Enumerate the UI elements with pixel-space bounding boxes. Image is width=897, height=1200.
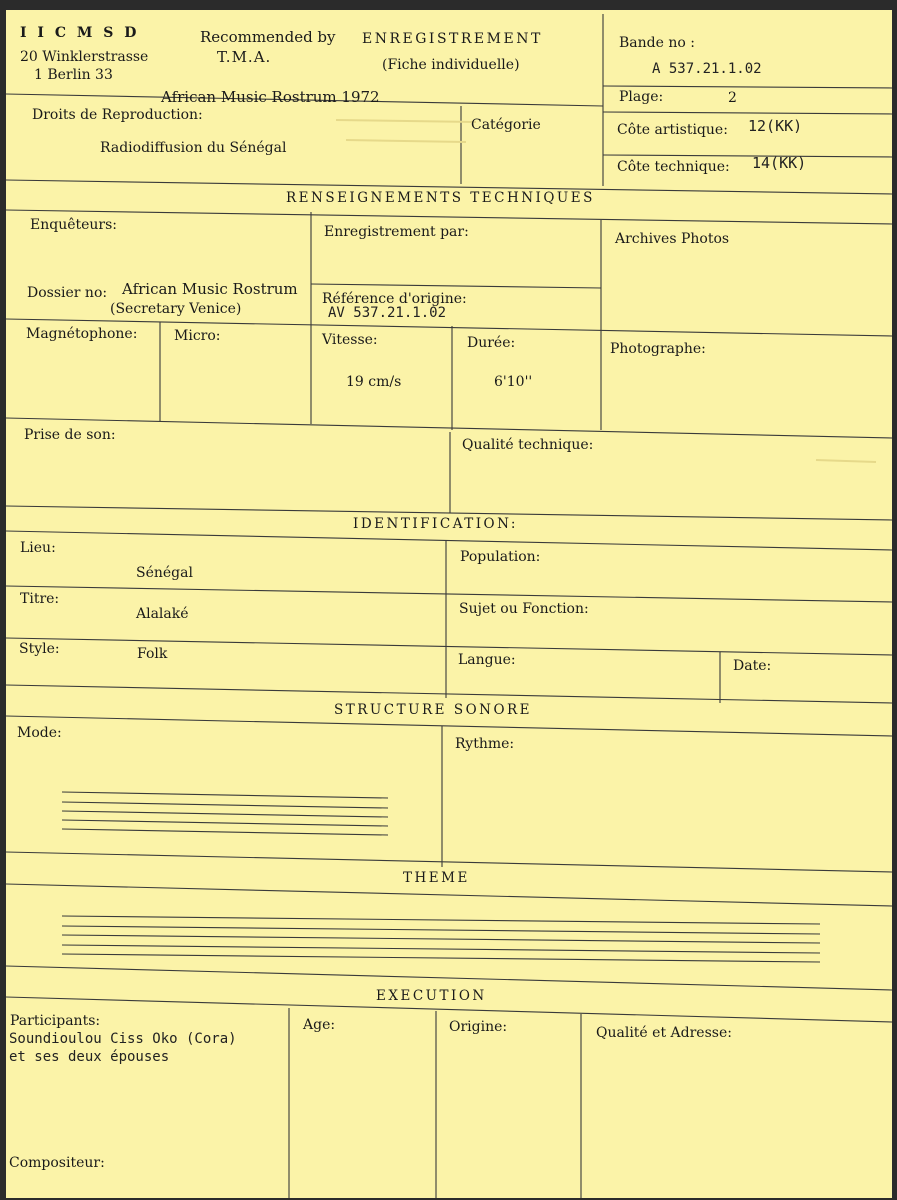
compositeur-label: Compositeur: (9, 1155, 105, 1171)
population-label: Population: (460, 549, 541, 565)
titre-label: Titre: (20, 591, 60, 607)
participants-value2: et ses deux épouses (9, 1049, 170, 1065)
cote-artistique-value: 12(KK) (748, 117, 803, 135)
reference-label: Référence d'origine: (322, 291, 467, 307)
recommended-by: Recommended by (200, 28, 336, 46)
magnetophone-label: Magnétophone: (26, 326, 138, 342)
droits-label: Droits de Reproduction: (32, 107, 203, 123)
reference-value: AV 537.21.1.02 (328, 305, 447, 321)
theme-section-title: THEME (403, 870, 470, 886)
form-card (6, 10, 892, 1198)
dossier-value2: (Secretary Venice) (110, 301, 242, 317)
org-name: I I C M S D (20, 25, 140, 41)
origine-label: Origine: (449, 1019, 508, 1035)
duree-value: 6'10'' (494, 374, 533, 390)
recommender: T.M.A. (217, 48, 272, 66)
photographe-label: Photographe: (610, 341, 706, 357)
micro-label: Micro: (174, 328, 221, 344)
collection-name: African Music Rostrum 1972 (161, 88, 380, 106)
qualite-adresse-label: Qualité et Adresse: (596, 1025, 732, 1041)
date-label: Date: (733, 658, 772, 674)
bande-value: A 537.21.1.02 (652, 61, 762, 77)
rythme-label: Rythme: (455, 736, 515, 752)
cote-technique-value: 14(KK) (752, 154, 807, 172)
identification-section-title: IDENTIFICATION: (353, 516, 518, 532)
plage-value: 2 (728, 90, 737, 106)
style-value: Folk (137, 646, 168, 662)
participants-value1: Soundioulou Ciss Oko (Cora) (9, 1031, 237, 1047)
bande-label: Bande no : (619, 35, 695, 51)
vitesse-value: 19 cm/s (346, 374, 402, 390)
address-line1: 20 Winklerstrasse (20, 49, 149, 65)
cote-technique-label: Côte technique: (617, 159, 730, 175)
enregistrement-par-label: Enregistrement par: (324, 224, 469, 240)
categorie-label: Catégorie (471, 117, 541, 133)
titre-value: Alalaké (136, 606, 189, 622)
dossier-value: African Music Rostrum (122, 280, 298, 298)
technique-section-title: RENSEIGNEMENTS TECHNIQUES (286, 190, 595, 206)
qualite-technique-label: Qualité technique: (462, 437, 594, 453)
archives-photos-label: Archives Photos (615, 231, 730, 247)
droits-value: Radiodiffusion du Sénégal (100, 140, 287, 156)
vitesse-label: Vitesse: (322, 332, 378, 348)
enqueteurs-label: Enquêteurs: (30, 217, 118, 233)
cote-artistique-label: Côte artistique: (617, 122, 728, 138)
structure-section-title: STRUCTURE SONORE (334, 702, 533, 718)
address-line2: 1 Berlin 33 (34, 67, 113, 83)
form-subtitle: (Fiche individuelle) (382, 57, 520, 73)
execution-section-title: EXECUTION (376, 988, 487, 1004)
lieu-value: Sénégal (136, 565, 193, 581)
prise-de-son-label: Prise de son: (24, 427, 116, 443)
style-label: Style: (19, 641, 60, 657)
duree-label: Durée: (467, 335, 516, 351)
plage-label: Plage: (619, 89, 664, 105)
sujet-label: Sujet ou Fonction: (459, 601, 589, 617)
form-title: ENREGISTREMENT (362, 31, 543, 47)
langue-label: Langue: (458, 652, 516, 668)
lieu-label: Lieu: (20, 540, 56, 556)
mode-label: Mode: (17, 725, 62, 741)
age-label: Age: (303, 1017, 336, 1033)
participants-label: Participants: (10, 1013, 101, 1029)
dossier-label: Dossier no: (27, 285, 108, 301)
